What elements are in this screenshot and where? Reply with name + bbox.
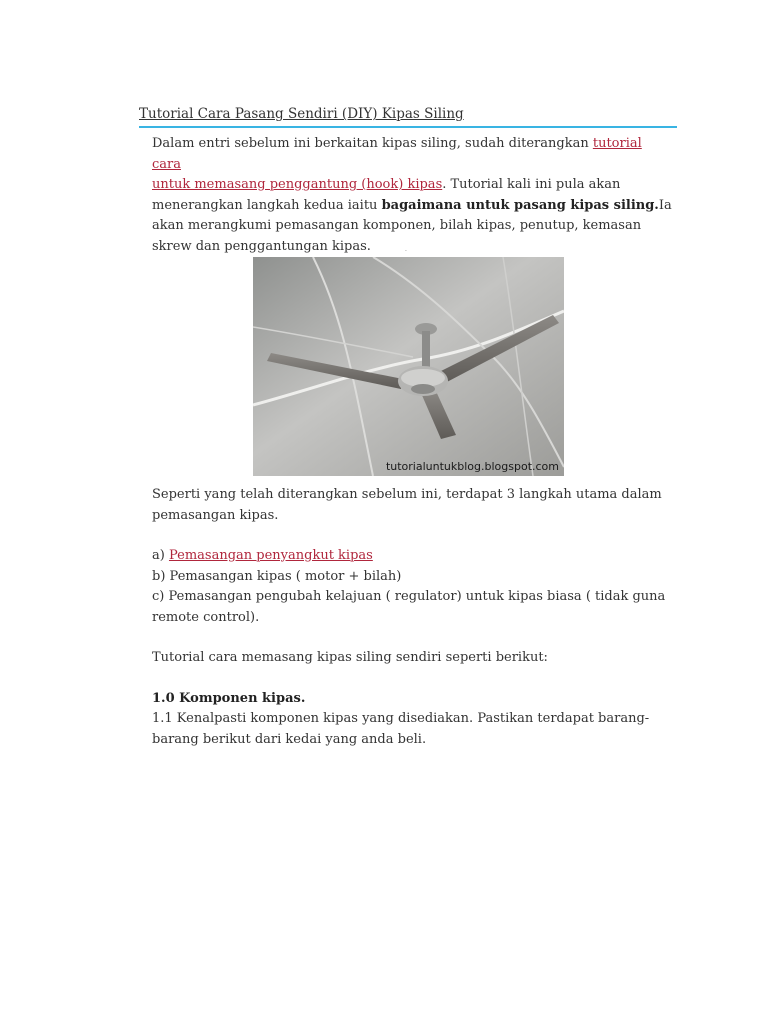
title-divider <box>139 126 677 128</box>
steps-list <box>152 546 672 628</box>
tutorial-intro-line: Tutorial cara memasang kipas siling sendiri seperti berikut: <box>152 650 548 665</box>
document-title: Tutorial Cara Pasang Sendiri (DIY) Kipas Siling <box>139 106 464 122</box>
steps-intro: Seperti yang telah diterangkan sebelum ini, terdapat 3 langkah utama dalam pemasangan kipas. <box>152 487 662 523</box>
intro-text: Dalam entri sebelum ini berkaitan kipas siling, sudah diterangkan <box>152 136 593 151</box>
step-a: a) Pemasangan penyangkut kipas <box>152 548 373 563</box>
photo-watermark: tutorialuntukblog.blogspot.com <box>385 460 559 473</box>
step-a-link[interactable]: Pemasangan penyangkut kipas <box>168 548 373 563</box>
hook-tutorial-link[interactable]: tutorial cara untuk memasang penggantung (hook) kipas <box>152 136 642 192</box>
stray-dot: . <box>405 246 407 253</box>
step-c: c) Pemasangan pengubah kelajuan ( regulator) untuk kipas biasa ( tidak guna remote control). <box>152 589 666 625</box>
step-b: b) Pemasangan kipas ( motor + bilah) <box>152 568 402 584</box>
intro-text-3: Ia akan merangkumi pemasangan komponen, bilah kipas, penutup, kemasan skrew dan penggantungan kipas. <box>152 197 672 254</box>
ceiling-fan-photo <box>253 257 564 476</box>
ceiling-fan-illustration <box>253 257 564 476</box>
intro-text-2: . Tutorial kali ini pula akan menerangkan langkah kedua iaitu <box>152 177 621 213</box>
intro-bold-text: bagaimana untuk pasang kipas siling. <box>381 197 659 213</box>
intro-paragraph <box>152 134 672 257</box>
section-text: 1.1 Kenalpasti komponen kipas yang disediakan. Pastikan terdapat barang-barang berikut dari kedai yang anda beli. <box>152 711 650 747</box>
section-heading: 1.0 Komponen kipas. <box>152 691 306 706</box>
